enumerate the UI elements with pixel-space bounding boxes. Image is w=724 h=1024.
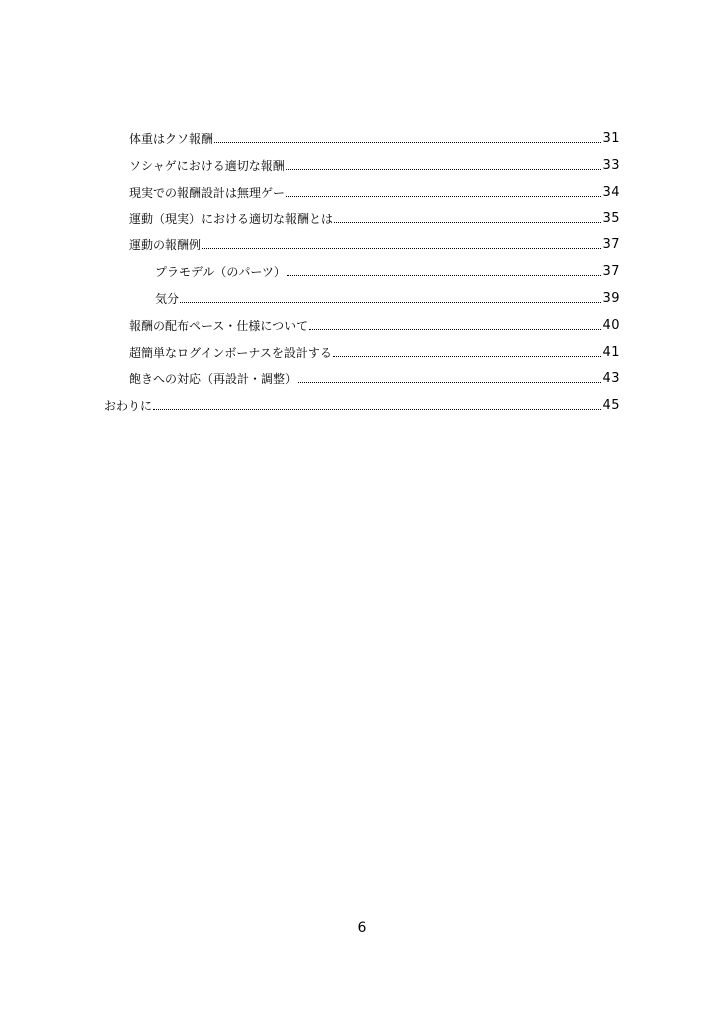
toc-dot-leader bbox=[287, 275, 602, 276]
toc-entry bbox=[129, 234, 620, 252]
toc-dot-leader bbox=[286, 169, 602, 170]
toc-entry-title: 現実での報酬設計は無理ゲー bbox=[129, 186, 286, 200]
toc-entry bbox=[129, 182, 620, 200]
table-of-contents bbox=[0, 0, 724, 420]
toc-entry-page: 33 bbox=[602, 158, 620, 173]
toc-entry-title: 気分 bbox=[155, 292, 180, 306]
toc-entry-title: 体重はクソ報酬 bbox=[129, 132, 214, 146]
toc-entry bbox=[155, 288, 620, 306]
toc-entry-page: 43 bbox=[602, 371, 620, 386]
toc-entry-title: 飽きへの対応（再設計・調整） bbox=[129, 372, 298, 386]
toc-entry-page: 35 bbox=[602, 211, 620, 226]
toc-entry bbox=[129, 155, 620, 173]
toc-dot-leader bbox=[286, 196, 601, 197]
toc-entry-page: 39 bbox=[602, 291, 620, 306]
toc-dot-leader bbox=[153, 409, 601, 410]
page-number: 6 bbox=[357, 920, 367, 936]
toc-entry-title: ソシャゲにおける適切な報酬 bbox=[129, 159, 285, 173]
toc-entry-page: 37 bbox=[602, 237, 620, 252]
toc-entry-page: 37 bbox=[602, 264, 620, 279]
toc-entry-page: 45 bbox=[602, 398, 620, 413]
toc-entry-title: おわりに bbox=[104, 399, 153, 413]
toc-dot-leader bbox=[214, 142, 601, 143]
toc-entry-page: 31 bbox=[602, 131, 620, 146]
toc-dot-leader bbox=[180, 302, 601, 303]
toc-dot-leader bbox=[309, 329, 601, 330]
toc-entry-title: 超簡単なログインボーナスを設計する bbox=[129, 346, 332, 360]
toc-entry bbox=[129, 128, 620, 146]
toc-dot-leader bbox=[333, 356, 602, 357]
toc-entry-title: 報酬の配布ペース・仕様について bbox=[129, 319, 309, 333]
toc-entry bbox=[129, 208, 620, 226]
toc-entry-page: 41 bbox=[602, 345, 620, 360]
toc-dot-leader bbox=[334, 222, 601, 223]
toc-entry bbox=[129, 342, 620, 360]
toc-entry-title: 運動の報酬例 bbox=[129, 238, 202, 252]
toc-entry bbox=[129, 368, 620, 386]
toc-entry bbox=[129, 315, 620, 333]
toc-entry bbox=[155, 261, 620, 279]
toc-entry-page: 40 bbox=[602, 318, 620, 333]
toc-dot-leader bbox=[202, 248, 601, 249]
toc-dot-leader bbox=[298, 382, 601, 383]
toc-entry bbox=[104, 395, 620, 413]
toc-entry-title: プラモデル（のパーツ） bbox=[155, 265, 286, 279]
toc-entry-title: 運動（現実）における適切な報酬とは bbox=[129, 212, 334, 226]
toc-entry-page: 34 bbox=[602, 185, 620, 200]
